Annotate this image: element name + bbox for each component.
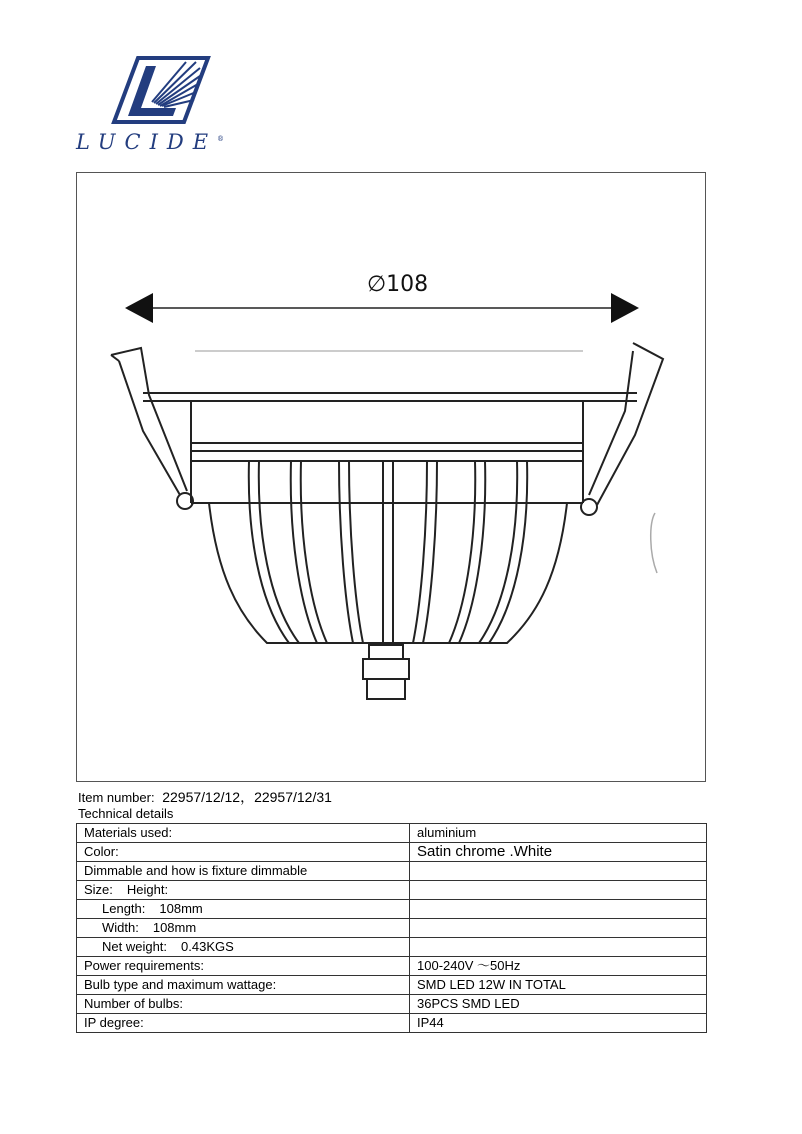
spec-label: Net weight: xyxy=(102,939,168,954)
spec-value xyxy=(410,938,707,957)
technical-details-title: Technical details xyxy=(78,806,174,821)
spec-label: Length: xyxy=(102,901,146,916)
spec-value: Satin chrome .White xyxy=(410,843,707,862)
table-row xyxy=(77,976,707,995)
spec-value: 100-240V ～50Hz xyxy=(410,957,707,976)
table-row xyxy=(77,938,707,957)
lucide-logo-mark-icon xyxy=(76,56,226,128)
spec-label: IP degree: xyxy=(77,1014,410,1033)
spec-value: IP44 xyxy=(410,1014,707,1033)
spec-sub-label: 108mm xyxy=(159,901,203,916)
spec-label: Size: xyxy=(84,882,113,897)
spec-label-pair xyxy=(77,900,410,919)
item-number-value: 22957/12/12，22957/12/31 xyxy=(162,789,332,805)
table-row xyxy=(77,824,707,843)
spec-value: aluminium xyxy=(410,824,707,843)
downlight-drawing xyxy=(77,173,707,783)
spec-value xyxy=(410,862,707,881)
table-row xyxy=(77,881,707,900)
table-row xyxy=(77,1014,707,1033)
item-number-line xyxy=(78,787,332,807)
table-row xyxy=(77,919,707,938)
spec-label: Dimmable and how is fixture dimmable xyxy=(77,862,410,881)
spec-value xyxy=(410,900,707,919)
item-number-label: Item number: xyxy=(78,790,155,805)
spec-sub-label: Height: xyxy=(126,882,169,897)
spec-sub-label: 108mm xyxy=(152,920,197,935)
spec-value xyxy=(410,881,707,900)
spec-label: Materials used: xyxy=(77,824,410,843)
spec-label-pair xyxy=(77,881,410,900)
logo-wordmark: LUCIDE® xyxy=(76,130,225,154)
table-row xyxy=(77,900,707,919)
lucide-logo xyxy=(76,56,226,160)
technical-drawing-frame xyxy=(76,172,706,782)
spec-label: Power requirements: xyxy=(77,957,410,976)
spec-label: Width: xyxy=(102,920,139,935)
spec-value: SMD LED 12W IN TOTAL xyxy=(410,976,707,995)
spec-label: Bulb type and maximum wattage: xyxy=(77,976,410,995)
spec-label: Number of bulbs: xyxy=(77,995,410,1014)
spec-value: 36PCS SMD LED xyxy=(410,995,707,1014)
table-row xyxy=(77,957,707,976)
table-row xyxy=(77,862,707,881)
spec-label: Color: xyxy=(77,843,410,862)
table-row xyxy=(77,995,707,1014)
spec-label-pair xyxy=(77,919,410,938)
spec-value xyxy=(410,919,707,938)
spec-sub-label: 0.43KGS xyxy=(181,939,234,954)
table-row xyxy=(77,843,707,862)
diameter-dimension-label: ∅108 xyxy=(367,272,429,297)
spec-label-pair xyxy=(77,938,410,957)
technical-details-table xyxy=(76,823,707,1033)
